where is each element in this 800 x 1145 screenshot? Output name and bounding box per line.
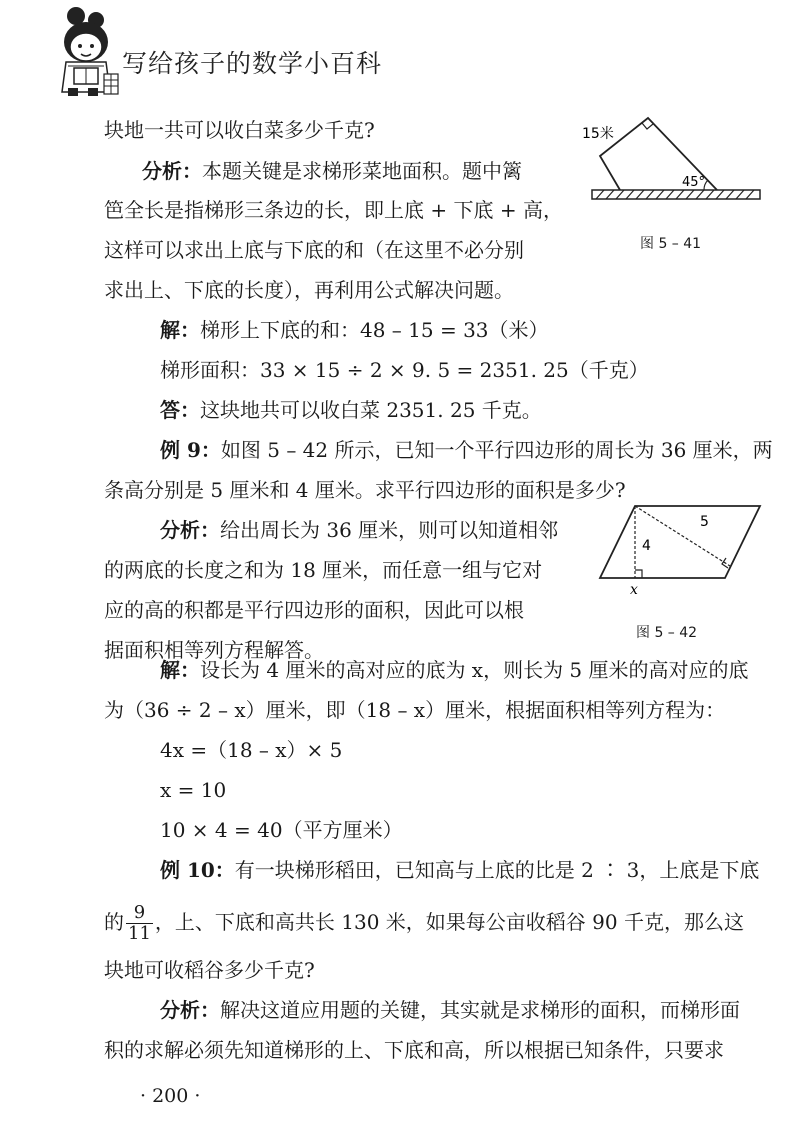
example-line: 的 $\frac{9}{11}$ ，上、下底和高共长 130 米，如果每公亩收稻谷 90 千克，那么这 [104,902,744,944]
analysis-line: 分析：解决这道应用题的关键，其实就是求梯形的面积，而梯形面 [160,998,740,1022]
analysis-label: 分析： [142,159,202,183]
base-x-label: x [630,582,638,598]
analysis-line: 这样可以求出上底与下底的和（在这里不必分别 [104,238,524,262]
page-number: · 200 · [140,1085,201,1107]
solution-line: 梯形面积：33 × 15 ÷ 2 × 9. 5 = 2351. 25（千克） [160,358,649,382]
example-line: 例 10：有一块梯形稻田，已知高与上底的比是 2 ∶ 3，上底是下底 [160,858,760,882]
figure-caption: 图 5 – 42 [636,625,698,641]
angle-label: 45° [682,175,706,190]
solution-line: 解：梯形上下底的和：48 – 15 = 33（米） [160,318,549,342]
answer-label: 答： [160,398,200,422]
solution-line: 解：设长为 4 厘米的高对应的底为 x，则长为 5 厘米的高对应的底 [160,658,749,682]
height-5-label: 5 [700,514,709,530]
example-label: 例 9： [160,438,221,462]
analysis-label: 分析： [160,518,220,542]
analysis-line: 求出上、下底的长度），再利用公式解决问题。 [104,278,514,302]
figure-5-42 [590,500,780,600]
solution-line: 为（36 ÷ 2 – x）厘米，即（18 – x）厘米，根据面积相等列方程为： [104,698,726,722]
side-label: 15米 [582,126,614,142]
analysis-line: 笆全长是指梯形三条边的长，即上底 + 下底 + 高， [104,198,563,222]
analysis-line: 分析：给出周长为 36 厘米，则可以知道相邻 [160,518,559,542]
analysis-line: 的两底的长度之和为 18 厘米，而任意一组与它对 [104,558,543,582]
page-header [0,0,800,100]
solution-label: 解： [160,658,200,682]
analysis-line: 据面积相等列方程解答。 [104,638,324,662]
equation-line: 4x =（18 – x）× 5 [160,738,343,762]
example-label: 例 10： [160,858,235,882]
example-line: 条高分别是 5 厘米和 4 厘米。求平行四边形的面积是多少? [104,478,626,502]
analysis-line: 积的求解必须先知道梯形的上、下底和高，所以根据已知条件，只要求 [104,1038,724,1062]
figure-5-41 [582,110,782,220]
solution-label: 解： [160,318,200,342]
height-4-label: 4 [642,538,651,554]
fraction: $\frac{9}{11}$ [128,902,151,944]
text-line: 块地一共可以收白菜多少千克? [104,118,375,142]
analysis-label: 分析： [160,998,220,1022]
example-line: 例 9：如图 5 – 42 所示，已知一个平行四边形的周长为 36 厘米，两 [160,438,773,462]
example-line: 块地可收稻谷多少千克? [104,958,315,982]
equation-line: 10 × 4 = 40（平方厘米） [160,818,403,842]
analysis-line: 分析：本题关键是求梯形菜地面积。题中篱 [142,159,522,183]
equation-line: x = 10 [160,778,227,802]
analysis-line: 应的高的积都是平行四边形的面积，因此可以根 [104,598,524,622]
answer-line: 答：这块地共可以收白菜 2351. 25 千克。 [160,398,542,422]
girl-reading-icon [18,4,128,99]
figure-caption: 图 5 – 41 [640,236,702,252]
book-title: 写给孩子的数学小百科 [122,49,383,78]
